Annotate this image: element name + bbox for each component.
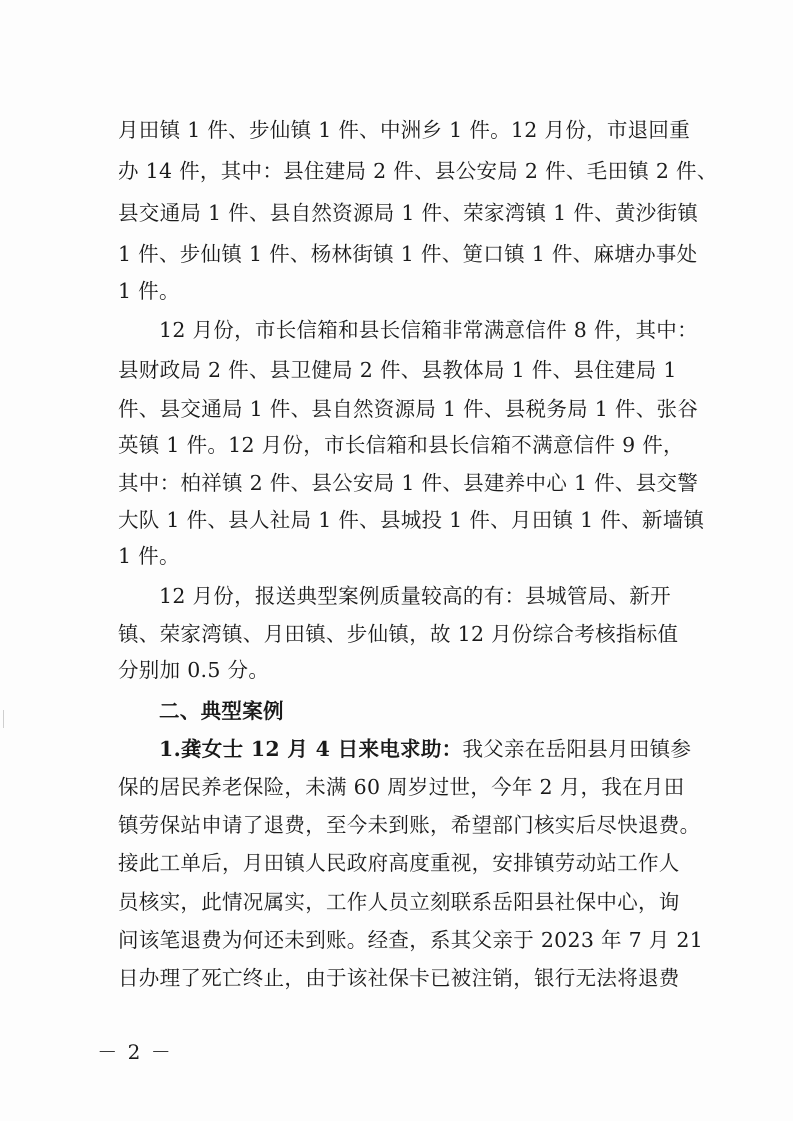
body-line: 大队 1 件、县人社局 1 件、县城投 1 件、月田镇 1 件、新墙镇 (118, 508, 705, 532)
body-line: 日办理了死亡终止，由于该社保卡已被注销，银行无法将退费 (118, 966, 680, 990)
body-line: 保的居民养老保险，未满 60 周岁过世，今年 2 月，我在月田 (118, 775, 685, 799)
body-line: 问该笔退费为何还未到账。经查，系其父亲于 2023 年 7 月 21 (118, 928, 704, 952)
body-line: 1 件。 (118, 279, 180, 303)
body-line: 县财政局 2 件、县卫健局 2 件、县教体局 1 件、县住建局 1 (118, 358, 677, 382)
body-line: 英镇 1 件。12 月份，市长信箱和县长信箱不满意信件 9 件， (118, 433, 684, 457)
scan-margin-mark (3, 710, 4, 728)
body-line: 1 件。 (118, 544, 180, 568)
body-line: 员核实，此情况属实，工作人员立刻联系岳阳县社保中心，询 (118, 890, 680, 914)
body-line: 件、县交通局 1 件、县自然资源局 1 件、县税务局 1 件、张谷 (118, 397, 699, 421)
section-heading: 二、典型案例 (159, 699, 284, 723)
body-line: 分别加 0.5 分。 (118, 658, 270, 682)
body-line: 镇、荣家湾镇、月田镇、步仙镇，故 12 月份综合考核指标值 (118, 622, 679, 646)
body-line: 县交通局 1 件、县自然资源局 1 件、荣家湾镇 1 件、黄沙街镇 (118, 201, 699, 225)
body-line: 办 14 件，其中：县住建局 2 件、县公安局 2 件、毛田镇 2 件、 (118, 159, 718, 183)
body-line: 接此工单后，月田镇人民政府高度重视，安排镇劳动站工作人 (118, 851, 680, 875)
case-first-line (159, 735, 691, 763)
body-line: 月田镇 1 件、步仙镇 1 件、中洲乡 1 件。12 月份，市退回重 (118, 118, 691, 142)
body-line: 1 件、步仙镇 1 件、杨林街镇 1 件、筻口镇 1 件、麻塘办事处 (118, 242, 698, 266)
case-title: 1.龚女士 12 月 4 日来电求助： (159, 737, 463, 761)
paragraph-start-line: 12 月份，报送典型案例质量较高的有：县城管局、新开 (159, 584, 671, 608)
body-line: 其中：柏祥镇 2 件、县公安局 1 件、县建养中心 1 件、县交警 (118, 471, 699, 495)
paragraph-start-line: 12 月份，市长信箱和县长信箱非常满意信件 8 件，其中： (159, 318, 698, 342)
case-text: 我父亲在岳阳县月田镇参 (462, 737, 692, 761)
page-number: － 2 － (97, 1040, 173, 1064)
body-line: 镇劳保站申请了退费，至今未到账，希望部门核实后尽快退费。 (118, 813, 701, 837)
